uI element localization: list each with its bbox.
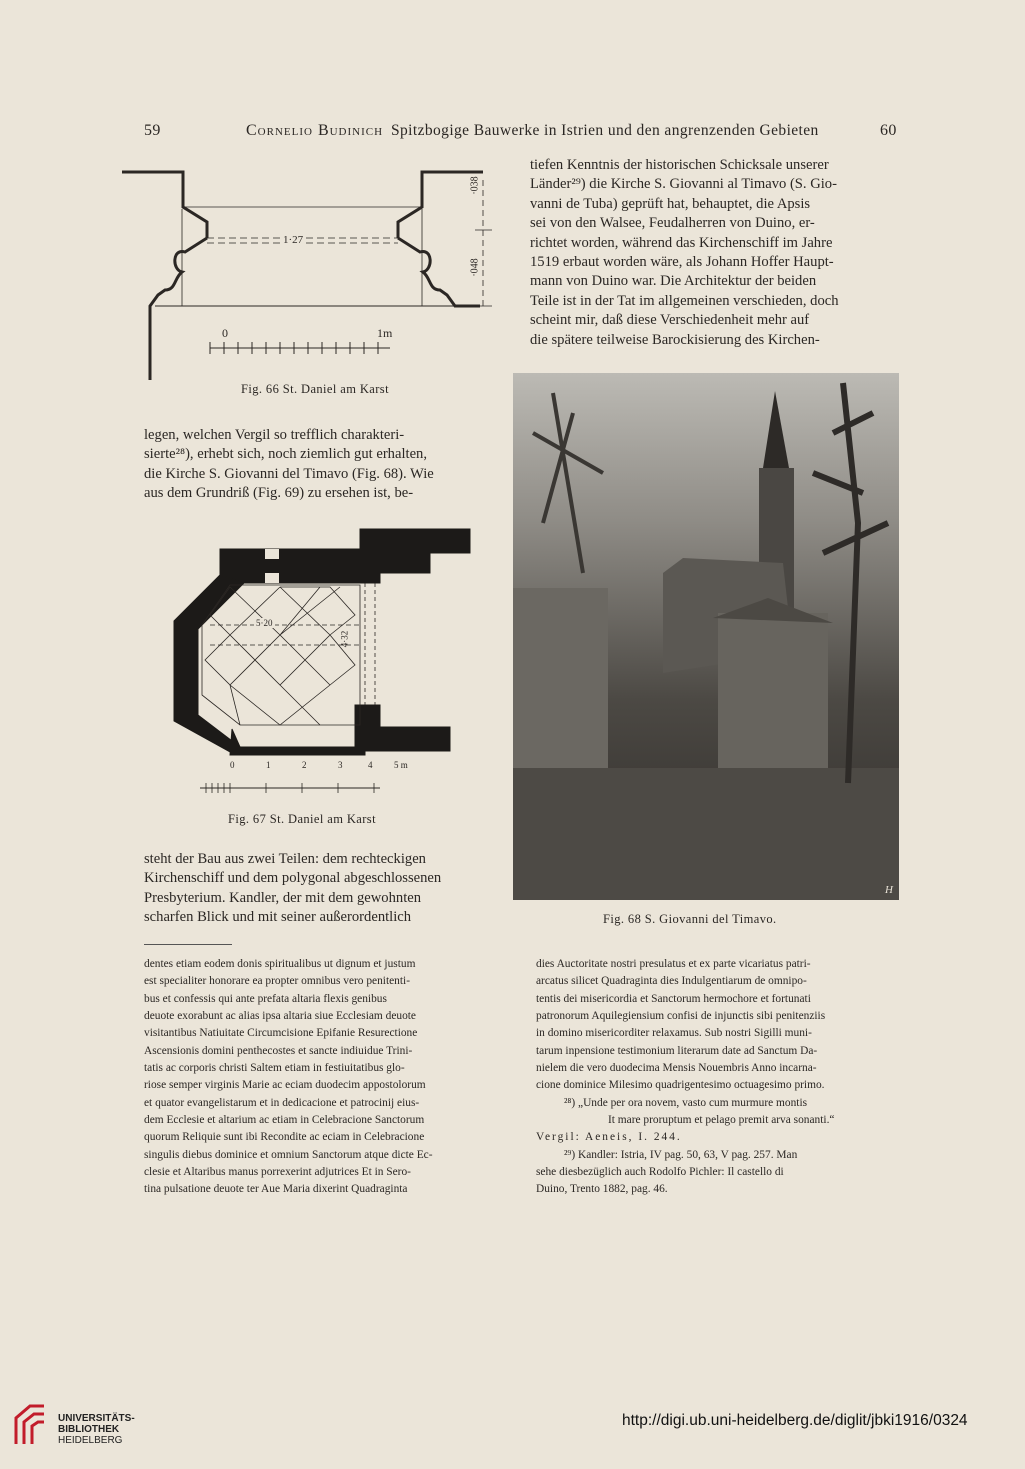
scale-label: 2: [302, 760, 307, 770]
scale-label: 4: [368, 760, 373, 770]
footnote-line: visitantibus Natiuitate Circumcisione Epifanie Resurectione: [144, 1027, 418, 1040]
fig66-scale-zero: 0: [222, 326, 228, 340]
left-column-paragraph-2: [144, 850, 496, 928]
footnote-line: tarum inpensione testimonium literarum date ad Sanctum Da-: [536, 1044, 818, 1057]
text-line: mann von Duino war. Die Architektur der beiden: [530, 273, 817, 290]
fig67-caption: Fig. 67 St. Daniel am Karst: [228, 812, 376, 826]
fig68-church-photograph: [513, 373, 899, 900]
text-line: Kirchenschiff und dem polygonal abgeschlossenen: [144, 870, 442, 887]
footnote-line: deuote exorabunt ac alias ipsa altaria siue Ecclesiam deuote: [144, 1010, 416, 1023]
footnote-line: bus et confessis qui ante prefata altaria flexis genibus: [144, 992, 387, 1005]
footnote-line: tatis ac corporis christi Saltem etiam in festiuitatibus glo-: [144, 1062, 405, 1075]
running-author: Cornelio Budinich: [246, 122, 384, 139]
text-line: steht der Bau aus zwei Teilen: dem rechteckigen: [144, 851, 426, 867]
library-name-line: BIBLIOTHEK: [58, 1424, 120, 1435]
fig67-scale-labels: [230, 760, 430, 782]
fig66-profile-drawing: [120, 160, 520, 382]
footnote-line: riose semper virginis Marie ac eciam duodecim appostolorum: [144, 1079, 426, 1092]
scale-label: 0: [230, 760, 235, 770]
footnote-line: Duino, Trento 1882, pag. 46.: [536, 1183, 668, 1196]
text-line: tiefen Kenntnis der historischen Schicksale unserer: [530, 157, 829, 173]
footnote-line: tentis dei misericordia et Sanctorum hermochore et fortunati: [536, 992, 811, 1005]
footnote-line: quorum Reliquie sunt ibi Recondite ac eciam in Celebracione: [144, 1131, 425, 1144]
footnote-line: dentes etiam eodem donis spiritualibus ut dignum et justum: [144, 958, 416, 970]
running-title: Spitzbogige Bauwerke in Istrien und den angrenzenden Gebieten: [391, 122, 819, 139]
fig66-caption: Fig. 66 St. Daniel am Karst: [241, 382, 389, 396]
footnotes-left: [144, 956, 514, 1199]
footnote-line: arcatus silicet Quadraginta dies Indulgentiarum de omnipo-: [536, 975, 807, 988]
scale-label: 1: [266, 760, 271, 770]
footnote-29: ²⁹) Kandler: Istria, IV pag. 50, 63, V pag. 257. Man: [564, 1148, 798, 1161]
footnote-28: ²⁸) „Unde per ora novem, vasto cum murmure montis: [564, 1096, 808, 1109]
footnote-rule: [144, 944, 232, 945]
footnote-28-source: Vergil: Aeneis, I. 244.: [536, 1131, 682, 1144]
scale-label: 5 m: [394, 760, 408, 770]
fig67-dim-a: 5·20: [256, 618, 273, 628]
text-line: aus dem Grundriß (Fig. 69) zu ersehen ist, be-: [144, 485, 414, 502]
right-column-text: [530, 156, 900, 350]
text-line: Presbyterium. Kandler, der mit dem gewohnten: [144, 889, 422, 906]
footnote-line: tina pulsatione deuote ter Aue Maria dixerint Quadraginta: [144, 1183, 408, 1196]
footnote-line: patronorum Aquilegiensium confisi de injunctis sibi penitenziis: [536, 1010, 826, 1023]
page-number-right: 60: [880, 122, 897, 139]
footnote-line: singulis diebus dominice et omnium Sanctorum atque dicte Ec-: [144, 1148, 433, 1161]
footnote-line: cione dominice Milesimo quadrigentesimo octuagesimo primo.: [536, 1079, 825, 1092]
fig68-plate-mark: H: [885, 884, 893, 896]
text-line: vanni de Tuba) geprüft hat, behauptet, die Apsis: [530, 195, 811, 212]
fig66-dim-top: ·038: [469, 176, 481, 195]
footnote-line: in domino misericorditer relaxamus. Sub nostri Sigilli muni-: [536, 1027, 812, 1040]
scale-label: 3: [338, 760, 343, 770]
footnote-line: clesie et Altaribus manus porrexerint adjutrices Et in Sero-: [144, 1166, 411, 1179]
library-name-line: UNIVERSITÄTS-: [58, 1413, 135, 1424]
fig66-scale-one: 1m: [377, 326, 393, 340]
text-line: legen, welchen Vergil so trefflich charakteri-: [144, 427, 405, 443]
footnote-line: est specialiter honorare ea propter omnibus vero penitenti-: [144, 975, 411, 988]
text-line: Länder²⁹) die Kirche S. Giovanni al Timavo (S. Gio-: [530, 176, 837, 193]
text-line: richtet worden, während das Kirchenschiff im Jahre: [530, 234, 833, 251]
footnote-line: dem Ecclesie et altarium ac etiam in Celebracione Sanctorum: [144, 1114, 425, 1127]
footnote-28-verse: It mare proruptum et pelago premit arva sonanti.“: [608, 1114, 835, 1127]
text-line: die spätere teilweise Barockisierung des Kirchen-: [530, 331, 820, 348]
library-name: [58, 1413, 135, 1446]
left-column-paragraph-1: [144, 426, 496, 504]
fig68-caption: Fig. 68 S. Giovanni del Timavo.: [603, 912, 777, 926]
text-line: Teile ist in der Tat im allgemeinen verschieden, doch: [530, 292, 839, 309]
fig67-dim-b: 4·32: [339, 630, 350, 648]
source-url-link[interactable]: http://digi.ub.uni-heidelberg.de/diglit/jbki1916/0324: [622, 1412, 968, 1429]
text-line: sei von den Walsee, Feudalherren von Duino, er-: [530, 215, 815, 232]
footnote-line: sehe diesbezüglich auch Rodolfo Pichler: Il castello di: [536, 1166, 784, 1179]
text-line: sierte²⁸), erhebt sich, noch ziemlich gut erhalten,: [144, 446, 427, 463]
text-line: scharfen Blick und mit seiner außerordentlich: [144, 909, 412, 926]
fig66-dim-width: 1·27: [280, 234, 306, 246]
page-number-left: 59: [144, 122, 161, 139]
text-line: 1519 erbaut worden wäre, als Johann Hoffer Haupt-: [530, 253, 834, 270]
footnote-line: nielem die vero duodecima Mensis Nouembris Anno incarna-: [536, 1062, 817, 1075]
footnote-line: Ascensionis domini penthecostes et sancte indiuidue Trini-: [144, 1044, 413, 1057]
library-logo-icon: [10, 1404, 50, 1448]
library-name-line: HEIDELBERG: [58, 1435, 123, 1446]
text-line: scheint mir, daß diese Verschiedenheit mehr auf: [530, 312, 810, 329]
text-line: die Kirche S. Giovanni del Timavo (Fig. 68). Wie: [144, 465, 434, 482]
footnote-line: dies Auctoritate nostri presulatus et ex parte vicariatus patri-: [536, 958, 811, 970]
footnote-line: et quator evangelistarum et in dedicacione et patrocinij eius-: [144, 1096, 420, 1109]
footnotes-right: [536, 956, 906, 1199]
fig66-dim-height: ·048: [469, 258, 481, 277]
